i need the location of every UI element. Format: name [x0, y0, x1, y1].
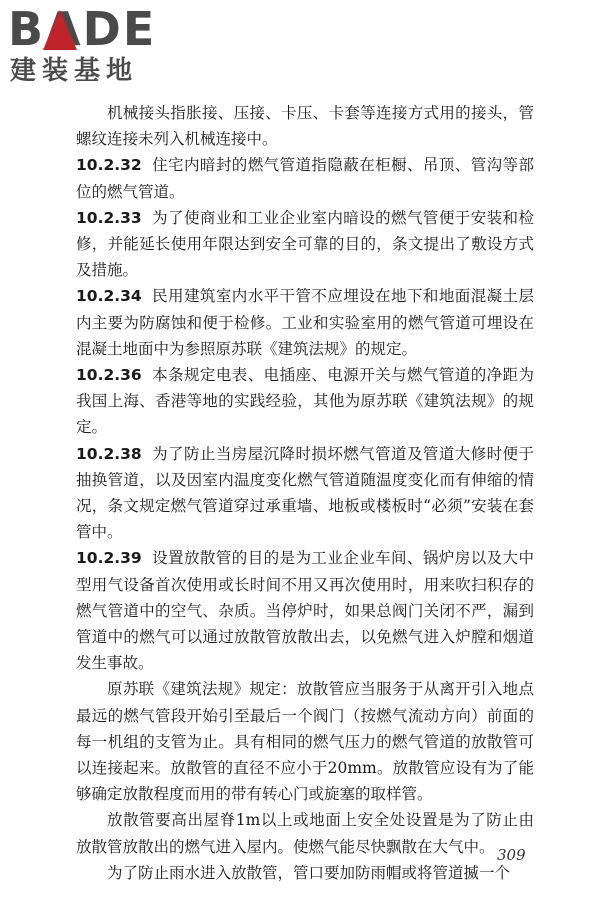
clause-10-2-34: 10.2.34 民用建筑室内水平干管不应埋设在地下和地面混凝土层内主要为防腐蚀和便于检修。工业和实验室用的燃气管道可埋设在混凝土地面中为参照原苏联《建筑法规》的规定。 [76, 287, 534, 358]
bade-logo [8, 4, 178, 88]
logo-wordmark: BADE [8, 2, 157, 56]
clause-number: 10.2.36 [76, 366, 142, 385]
paragraph: 原苏联《建筑法规》规定：放散管应当服务于从离开引入地点最远的燃气管段开始引至最后一个阀门（按燃气流动方向）前面的每一机组的支管为止。具有相同的燃气压力的燃气管道的放散管可以连接起来。放散管的直径不应小于20mm。放散管应设有为了能够确定放散程度而用的带有转心门或旋塞的取样管。 [76, 680, 534, 804]
document-body [76, 100, 534, 886]
clause-number: 10.2.39 [76, 549, 142, 568]
paragraph: 机械接头指胀接、压接、卡压、卡套等连接方式用的接头，管螺纹连接未列入机械连接中。 [76, 104, 534, 149]
page-number: 309 [497, 846, 526, 864]
clause-10-2-39: 10.2.39 设置放散管的目的是为工业企业车间、锅炉房以及大中型用气设备首次使用或长时间不用又再次使用时，用来吹扫积存的燃气管道中的空气、杂质。当停炉时，如果总阀门关闭不严，漏到管道中的燃气可以通过放散管放散出去，以免燃气进入炉膛和烟道发生事故。 [76, 549, 534, 673]
clause-10-2-36: 10.2.36 本条规定电表、电插座、电源开关与燃气管道的净距为我国上海、香港等地的实践经验，其他为原苏联《建筑法规》的规定。 [76, 366, 534, 437]
clause-number: 10.2.38 [76, 444, 142, 463]
clause-10-2-33: 10.2.33 为了使商业和工业企业室内暗设的燃气管便于安装和检修，并能延长使用年限达到安全可靠的目的，条文提出了敷设方式及措施。 [76, 208, 534, 280]
clause-number: 10.2.32 [76, 156, 142, 175]
paragraph: 为了防止雨水进入放散管，管口要加防雨帽或将管道揻一个 [107, 863, 511, 882]
logo-subtitle: 建装基地 [10, 56, 139, 86]
clause-number: 10.2.34 [76, 287, 142, 306]
clause-10-2-38: 10.2.38 为了防止当房屋沉降时损坏燃气管道及管道大修时便于抽换管道，以及因室内温度变化燃气管道随温度变化而有伸缩的情况，条文规定燃气管道穿过承重墙、地板或楼板时“必须”安装在套管中。 [76, 444, 534, 542]
clause-number: 10.2.33 [76, 208, 142, 227]
logo-triangle-icon [43, 10, 77, 50]
paragraph: 放散管要高出屋脊1m以上或地面上安全处设置是为了防止由放散管放散出的燃气进入屋内。使燃气能尽快飘散在大气中。 [76, 811, 534, 856]
clause-10-2-32: 10.2.32 住宅内暗封的燃气管道指隐蔽在柜橱、吊顶、管沟等部位的燃气管道。 [76, 156, 534, 201]
